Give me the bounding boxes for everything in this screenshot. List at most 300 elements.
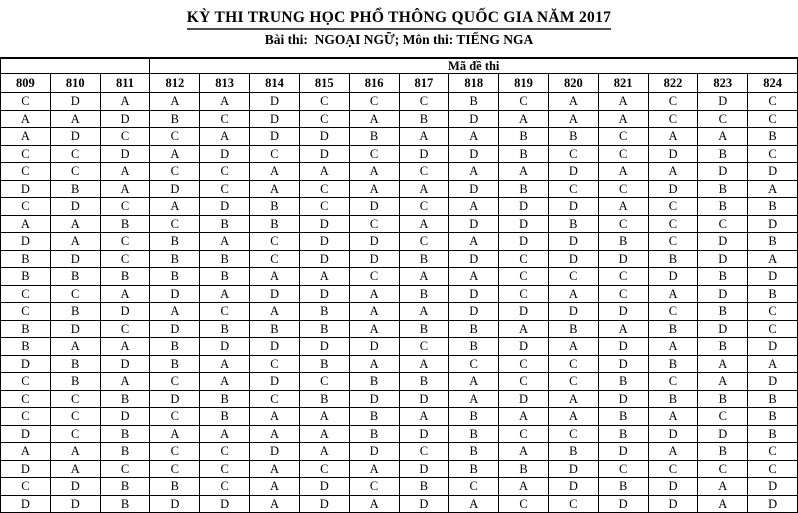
answer-cell: A [698, 355, 748, 373]
answer-cell: B [648, 390, 698, 408]
answer-cell: D [399, 390, 449, 408]
answer-cell: A [250, 478, 300, 496]
answer-key-table [0, 57, 798, 513]
table-row [1, 408, 798, 426]
answer-cell: A [349, 110, 399, 128]
table-row [1, 320, 798, 338]
answer-cell: B [1, 268, 51, 286]
answer-cell: B [698, 443, 748, 461]
answer-cell: D [399, 495, 449, 513]
answer-cell: C [50, 285, 100, 303]
answer-cell: A [698, 128, 748, 146]
answer-cell: A [349, 303, 399, 321]
answer-cell: A [399, 408, 449, 426]
answer-cell: C [200, 110, 250, 128]
answer-cell: A [598, 163, 648, 181]
exam-code-column-header: 809 [1, 74, 51, 93]
table-row [1, 338, 798, 356]
answer-cell: B [698, 338, 748, 356]
answer-cell: D [349, 390, 399, 408]
answer-cell: B [648, 320, 698, 338]
answer-cell: A [449, 373, 499, 391]
answer-cell: A [648, 408, 698, 426]
group-header-empty-cell [1, 58, 150, 74]
answer-cell: C [100, 128, 150, 146]
answer-cell: A [598, 110, 648, 128]
answer-cell: B [150, 110, 200, 128]
answer-cell: D [449, 145, 499, 163]
answer-cell: B [50, 355, 100, 373]
answer-cell: A [200, 128, 250, 146]
answer-cell: C [349, 268, 399, 286]
answer-cell: A [748, 180, 798, 198]
table-row-partial [1, 495, 798, 513]
answer-cell: D [598, 495, 648, 513]
answer-cell: D [299, 285, 349, 303]
group-header-row [1, 58, 798, 74]
answer-cell: B [100, 425, 150, 443]
table-row [1, 285, 798, 303]
answer-cell: A [349, 285, 399, 303]
answer-cell: C [548, 180, 598, 198]
exam-code-column-header: 813 [200, 74, 250, 93]
answer-cell: A [499, 110, 549, 128]
answer-cell: C [250, 390, 300, 408]
answer-cell: D [598, 443, 648, 461]
answer-cell: A [449, 128, 499, 146]
answer-cell: C [598, 180, 648, 198]
answer-cell: B [349, 128, 399, 146]
answer-cell: C [50, 145, 100, 163]
answer-cell: B [399, 320, 449, 338]
table-row [1, 198, 798, 216]
answer-cell: D [1, 460, 51, 478]
answer-cell: B [200, 215, 250, 233]
table-row [1, 425, 798, 443]
answer-cell: C [499, 285, 549, 303]
answer-cell: C [349, 93, 399, 111]
answer-cell: A [349, 495, 399, 513]
answer-cell: C [1, 285, 51, 303]
answer-cell: A [150, 145, 200, 163]
answer-cell: C [598, 145, 648, 163]
document-header [0, 0, 798, 57]
answer-cell: B [349, 408, 399, 426]
answer-cell: D [250, 373, 300, 391]
answer-cell: B [548, 215, 598, 233]
answer-cell: C [1, 373, 51, 391]
answer-cell: C [598, 215, 648, 233]
answer-cell: A [250, 408, 300, 426]
answer-cell: D [698, 250, 748, 268]
answer-cell: D [648, 425, 698, 443]
answer-cell: B [598, 373, 648, 391]
answer-cell: C [399, 163, 449, 181]
answer-cell: A [399, 180, 449, 198]
answer-cell: D [449, 180, 499, 198]
answer-cell: C [100, 460, 150, 478]
answer-cell: A [648, 163, 698, 181]
answer-cell: A [50, 460, 100, 478]
exam-code-column-header: 810 [50, 74, 100, 93]
answer-cell: B [200, 408, 250, 426]
answer-cell: A [100, 93, 150, 111]
answer-cell: C [1, 198, 51, 216]
answer-cell: D [150, 495, 200, 513]
exam-code-column-header: 818 [449, 74, 499, 93]
answer-cell: C [349, 215, 399, 233]
answer-cell: D [648, 495, 698, 513]
answer-cell: B [598, 408, 648, 426]
exam-code-column-header: 819 [499, 74, 549, 93]
answer-cell: D [499, 233, 549, 251]
answer-cell: B [250, 320, 300, 338]
answer-cell: D [598, 338, 648, 356]
answer-cell: A [1, 443, 51, 461]
answer-cell: D [349, 250, 399, 268]
answer-cell: B [100, 443, 150, 461]
answer-cell: A [449, 198, 499, 216]
answer-cell: B [200, 390, 250, 408]
answer-cell: B [499, 145, 549, 163]
answer-cell: B [499, 128, 549, 146]
answer-cell: A [150, 303, 200, 321]
answer-cell: B [50, 268, 100, 286]
answer-cell: D [50, 250, 100, 268]
answer-cell: A [399, 268, 449, 286]
answer-cell: D [1, 233, 51, 251]
answer-cell: C [698, 215, 748, 233]
answer-cell: B [200, 320, 250, 338]
table-row [1, 478, 798, 496]
answer-cell: A [250, 460, 300, 478]
answer-cell: C [698, 110, 748, 128]
answer-cell: D [349, 198, 399, 216]
answer-cell: A [399, 303, 449, 321]
answer-cell: D [250, 338, 300, 356]
answer-cell: B [349, 425, 399, 443]
answer-cell: B [698, 390, 748, 408]
table-row [1, 460, 798, 478]
answer-cell: C [1, 163, 51, 181]
answer-cell: C [200, 478, 250, 496]
answer-cell: B [449, 460, 499, 478]
answer-cell: C [748, 303, 798, 321]
answer-cell: D [698, 285, 748, 303]
exam-code-column-header: 812 [150, 74, 200, 93]
answer-cell: A [648, 128, 698, 146]
answer-cell: B [50, 373, 100, 391]
answer-cell: D [598, 355, 648, 373]
answer-cell: C [150, 215, 200, 233]
answer-cell: D [548, 163, 598, 181]
answer-cell: A [598, 93, 648, 111]
answer-cell: D [1, 180, 51, 198]
answer-cell: C [250, 250, 300, 268]
answer-cell: C [698, 460, 748, 478]
answer-cell: A [548, 408, 598, 426]
answer-cell: D [150, 285, 200, 303]
answer-cell: C [499, 373, 549, 391]
answer-cell: C [548, 355, 598, 373]
answer-cell: B [748, 198, 798, 216]
answer-cell: A [200, 233, 250, 251]
answer-cell: C [150, 443, 200, 461]
answer-cell: D [150, 180, 200, 198]
answer-cell: D [548, 250, 598, 268]
answer-cell: D [299, 495, 349, 513]
table-row [1, 443, 798, 461]
answer-cell: B [349, 373, 399, 391]
answer-cell: B [299, 390, 349, 408]
answer-cell: C [150, 460, 200, 478]
answer-cell: C [50, 408, 100, 426]
exam-code-column-header: 824 [748, 74, 798, 93]
answer-cell: C [648, 233, 698, 251]
answer-cell: A [250, 425, 300, 443]
answer-cell: C [299, 180, 349, 198]
column-header-row [1, 74, 798, 93]
answer-cell: B [698, 180, 748, 198]
answer-cell: A [50, 215, 100, 233]
table-row [1, 110, 798, 128]
table-row [1, 128, 798, 146]
answer-cell: D [548, 303, 598, 321]
answer-cell: B [150, 268, 200, 286]
answer-cell: D [748, 163, 798, 181]
answer-cell: C [399, 443, 449, 461]
answer-cell: C [200, 443, 250, 461]
answer-cell: A [748, 250, 798, 268]
answer-cell: C [399, 338, 449, 356]
answer-cell: B [499, 460, 549, 478]
answer-cell: B [748, 128, 798, 146]
answer-cell: C [299, 373, 349, 391]
answer-cell: C [499, 355, 549, 373]
answer-cell: C [598, 268, 648, 286]
answer-cell: D [150, 390, 200, 408]
answer-cell: C [100, 233, 150, 251]
exam-code-group-label: Mã đề thi [150, 58, 798, 74]
answer-cell: C [150, 163, 200, 181]
answer-cell: D [499, 215, 549, 233]
answer-cell: A [100, 180, 150, 198]
answer-cell: B [200, 268, 250, 286]
answer-cell: D [748, 215, 798, 233]
answer-cell: A [250, 163, 300, 181]
answer-cell: C [648, 373, 698, 391]
answer-cell: C [499, 268, 549, 286]
answer-cell: B [150, 338, 200, 356]
answer-cell: C [548, 373, 598, 391]
answer-cell: A [150, 93, 200, 111]
answer-cell: C [548, 425, 598, 443]
answer-cell: C [748, 93, 798, 111]
answer-cell: C [200, 303, 250, 321]
answer-cell: D [698, 163, 748, 181]
answer-cell: B [748, 233, 798, 251]
answer-cell: D [299, 250, 349, 268]
exam-code-column-header: 815 [299, 74, 349, 93]
answer-cell: D [50, 93, 100, 111]
answer-cell: B [150, 355, 200, 373]
answer-cell: A [548, 285, 598, 303]
answer-cell: C [648, 93, 698, 111]
answer-cell: B [449, 425, 499, 443]
answer-cell: A [548, 93, 598, 111]
answer-cell: B [748, 425, 798, 443]
answer-cell: B [100, 495, 150, 513]
answer-cell: C [499, 495, 549, 513]
answer-cell: D [399, 425, 449, 443]
answer-cell: B [499, 180, 549, 198]
answer-cell: A [50, 338, 100, 356]
answer-cell: B [150, 250, 200, 268]
answer-cell: D [50, 495, 100, 513]
answer-cell: A [449, 233, 499, 251]
answer-cell: D [449, 250, 499, 268]
exam-code-column-header: 811 [100, 74, 150, 93]
answer-cell: B [399, 285, 449, 303]
answer-cell: D [499, 303, 549, 321]
answer-cell: A [1, 128, 51, 146]
table-row [1, 373, 798, 391]
answer-cell: D [1, 355, 51, 373]
answer-cell: B [150, 478, 200, 496]
answer-cell: D [449, 110, 499, 128]
answer-cell: A [200, 93, 250, 111]
answer-cell: D [499, 198, 549, 216]
answer-cell: C [748, 443, 798, 461]
answer-cell: C [100, 250, 150, 268]
answer-cell: B [548, 128, 598, 146]
answer-cell: A [250, 268, 300, 286]
answer-cell: A [399, 128, 449, 146]
exam-code-column-header: 817 [399, 74, 449, 93]
answer-cell: B [449, 320, 499, 338]
answer-cell: C [1, 478, 51, 496]
answer-cell: A [748, 355, 798, 373]
answer-cell: C [299, 460, 349, 478]
answer-cell: D [250, 285, 300, 303]
answer-cell: D [648, 478, 698, 496]
answer-cell: D [100, 110, 150, 128]
answer-cell: D [598, 390, 648, 408]
answer-cell: C [499, 250, 549, 268]
answer-cell: C [598, 285, 648, 303]
answer-cell: C [548, 268, 598, 286]
answer-cell: A [499, 408, 549, 426]
answer-cell: A [698, 495, 748, 513]
answer-cell: D [50, 198, 100, 216]
answer-cell: A [698, 478, 748, 496]
answer-cell: A [349, 163, 399, 181]
answer-cell: D [299, 145, 349, 163]
answer-cell: C [200, 163, 250, 181]
answer-cell: C [598, 460, 648, 478]
answer-cell: D [200, 338, 250, 356]
answer-cell: B [648, 250, 698, 268]
answer-cell: D [1, 495, 51, 513]
answer-cell: A [349, 320, 399, 338]
table-row [1, 250, 798, 268]
answer-cell: C [50, 390, 100, 408]
answer-cell: D [299, 478, 349, 496]
answer-cell: C [399, 233, 449, 251]
answer-cell: C [1, 390, 51, 408]
exam-code-column-header: 814 [250, 74, 300, 93]
answer-cell: B [698, 198, 748, 216]
answer-cell: D [250, 128, 300, 146]
answer-cell: C [150, 373, 200, 391]
answer-cell: B [1, 338, 51, 356]
answer-cell: C [499, 93, 549, 111]
answer-cell: B [100, 478, 150, 496]
answer-cell: D [648, 268, 698, 286]
answer-cell: C [748, 110, 798, 128]
answer-cell: B [50, 303, 100, 321]
answer-cell: B [299, 303, 349, 321]
exam-code-column-header: 823 [698, 74, 748, 93]
answer-cell: A [200, 373, 250, 391]
answer-cell: A [499, 163, 549, 181]
answer-cell: B [598, 425, 648, 443]
answer-cell: C [299, 198, 349, 216]
answer-cell: B [100, 390, 150, 408]
table-row [1, 145, 798, 163]
answer-cell: A [150, 198, 200, 216]
answer-cell: B [698, 145, 748, 163]
answer-cell: D [449, 215, 499, 233]
answer-cell: C [598, 128, 648, 146]
answer-cell: A [648, 443, 698, 461]
answer-cell: C [100, 320, 150, 338]
answer-cell: A [50, 443, 100, 461]
answer-cell: D [250, 443, 300, 461]
answer-cell: D [50, 320, 100, 338]
answer-cell: A [449, 495, 499, 513]
table-row [1, 268, 798, 286]
answer-cell: A [150, 425, 200, 443]
answer-cell: D [200, 145, 250, 163]
answer-cell: A [499, 478, 549, 496]
answer-cell: C [648, 215, 698, 233]
table-row [1, 303, 798, 321]
exam-title: KỲ THI TRUNG HỌC PHỔ THÔNG QUỐC GIA NĂM 2017 [187, 9, 611, 30]
answer-cell: A [598, 198, 648, 216]
answer-cell: B [598, 233, 648, 251]
answer-cell: B [100, 268, 150, 286]
answer-cell: B [698, 303, 748, 321]
answer-cell: C [449, 478, 499, 496]
answer-cell: C [548, 495, 598, 513]
answer-cell: C [50, 163, 100, 181]
answer-cell: D [399, 145, 449, 163]
answer-cell: A [598, 320, 648, 338]
answer-cell: D [299, 233, 349, 251]
answer-cell: A [200, 285, 250, 303]
answer-cell: C [299, 110, 349, 128]
answer-cell: B [399, 373, 449, 391]
answer-cell: D [648, 180, 698, 198]
exam-subject-line: Bài thi: NGOẠI NGỮ; Môn thi: TIẾNG NGA [264, 32, 534, 47]
answer-cell: C [200, 460, 250, 478]
answer-cell: B [598, 478, 648, 496]
answer-cell: C [748, 320, 798, 338]
answer-cell: D [299, 338, 349, 356]
answer-cell: D [100, 408, 150, 426]
answer-cell: C [299, 93, 349, 111]
